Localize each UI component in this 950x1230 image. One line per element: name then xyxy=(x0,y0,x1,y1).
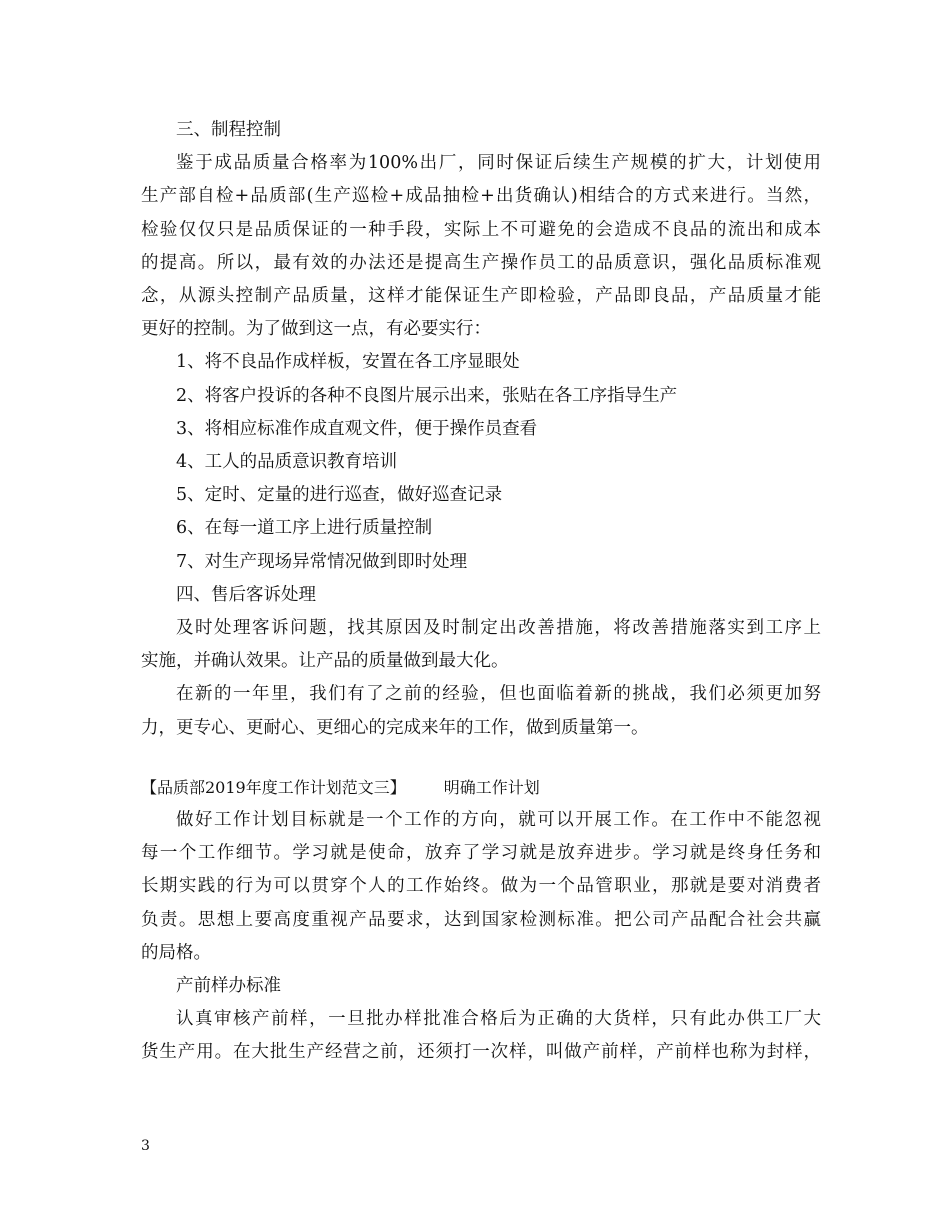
text-line: 实施，并确认效果。让产品的质量做到最大化。 xyxy=(141,651,509,672)
text-line: 认真审核产前样，一旦批办样批准合格后为正确的大货样，只有此办供工厂大 xyxy=(176,1009,821,1030)
text-line: 4、工人的品质意识教育培训 xyxy=(176,452,398,472)
text-line: 的局格。 xyxy=(141,942,211,963)
section-title: 【品质部2019年度工作计划范文三】 xyxy=(141,778,406,797)
text-line: 鉴于成品质量合格率为100%出厂，同时保证后续生产规模的扩大，计划使用 xyxy=(176,153,821,174)
text-line: 及时处理客诉问题，找其原因及时制定出改善措施，将改善措施落实到工序上 xyxy=(176,618,821,638)
text-line: 更好的控制。为了做到这一点，有必要实行： xyxy=(141,319,491,340)
text-line: 生产部自检+品质部(生产巡检+成品抽检+出货确认)相结合的方式来进行。当然， xyxy=(141,186,821,207)
text-line: 6、在每一道工序上进行质量控制 xyxy=(176,518,433,539)
text-line: 2、将客户投诉的各种不良图片展示出来，张贴在各工序指导生产 xyxy=(176,385,678,406)
text-line: 力，更专心、更耐心、更细心的完成来年的工作，做到质量第一。 xyxy=(141,717,649,738)
text-line: 四、售后客诉处理 xyxy=(176,584,316,605)
text-line: 5、定时、定量的进行巡查，做好巡查记录 xyxy=(176,485,503,506)
text-line: 每一个工作细节。学习就是使命，放弃了学习就是放弃进步。学习就是终身任务和 xyxy=(141,843,821,864)
text-line: 负责。思想上要高度重视产品要求，达到国家检测标准。把公司产品配合社会共赢 xyxy=(141,909,821,930)
text-line: 三、制程控制 xyxy=(176,120,281,140)
page-number: 3 xyxy=(141,1138,150,1154)
text-line: 产前样办标准 xyxy=(176,976,281,996)
text-line: 7、对生产现场异常情况做到即时处理 xyxy=(176,551,468,572)
text-line: 检验仅仅只是品质保证的一种手段，实际上不可避免的会造成不良品的流出和成本 xyxy=(141,219,821,240)
text-line: 在新的一年里，我们有了之前的经验，但也面临着新的挑战，我们必须更加努 xyxy=(176,684,821,705)
text-line: 做好工作计划目标就是一个工作的方向，就可以开展工作。在工作中不能忽视 xyxy=(176,810,821,830)
text-line: 1、将不良品作成样板，安置在各工序显眼处 xyxy=(176,352,520,373)
text-line: 长期实践的行为可以贯穿个人的工作始终。做为一个品管职业，那就是要对消费者 xyxy=(141,876,821,897)
text-line: 念，从源头控制产品质量，这样才能保证生产即检验，产品即良品，产品质量才能 xyxy=(141,286,821,306)
section-heading xyxy=(141,776,821,800)
text-line: 的提高。所以，最有效的办法还是提高生产操作员工的品质意识，强化品质标准观 xyxy=(141,252,821,273)
text-line: 3、将相应标准作成直观文件，便于操作员查看 xyxy=(176,418,538,439)
text-line: 货生产用。在大批生产经营之前，还须打一次样，叫做产前样，产前样也称为封样， xyxy=(141,1042,821,1063)
section-subtitle: 明确工作计划 xyxy=(443,778,540,797)
